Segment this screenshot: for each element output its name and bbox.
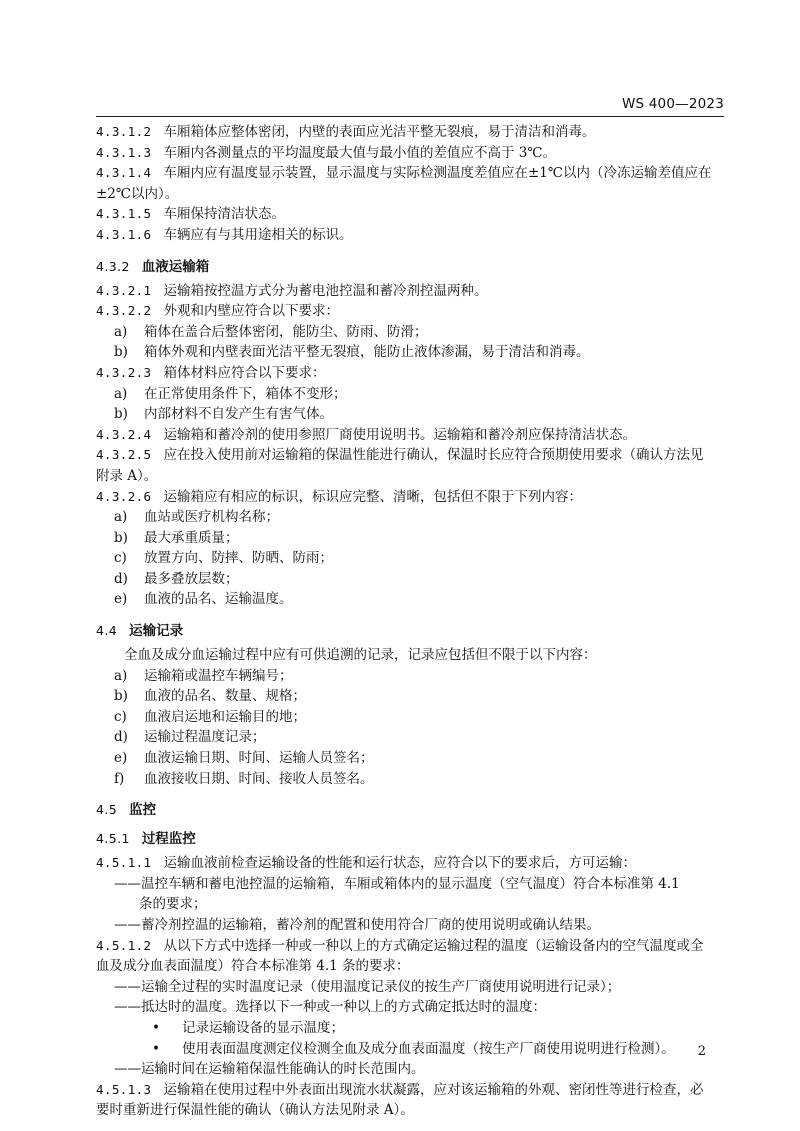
section-heading [96, 827, 724, 847]
list-text: 血液启运地和运输目的地； [144, 708, 306, 725]
list-letter: a) [114, 667, 128, 684]
clause-text: 运输箱在使用过程中外表面出现流水状凝露，应对该运输箱的外观、密闭性等进行检查，必 [163, 1081, 704, 1098]
clause-item [96, 363, 724, 384]
list-letter: f) [114, 770, 125, 787]
clause-item [96, 225, 724, 246]
clause-item [96, 281, 724, 302]
list-letter: d) [114, 729, 128, 746]
clause-text: 车辆应有与其用途相关的标识。 [163, 226, 353, 243]
list-letter: a) [114, 385, 128, 402]
clause-number: 4.3.2.4 [96, 426, 152, 442]
list-letter: e) [114, 750, 128, 767]
clause-text: 车厢内应有温度显示装置，显示温度与实际检测温度差值应在±1℃以内（冷冻运输差值应在 [163, 165, 712, 182]
clause-number: 4.5.1.1 [96, 855, 152, 871]
clause-continuation: 附录 A）。 [96, 467, 158, 484]
clause-item [96, 445, 724, 466]
bullet-text: 记录运输设备的显示温度； [182, 1019, 344, 1036]
clause-number: 4.3.2.2 [96, 303, 152, 319]
clause-number: 4.5.1.3 [96, 1081, 152, 1097]
clause-text: 从以下方式中选择一种或一种以上的方式确定运输过程的温度（运输设备内的空气温度或全 [163, 937, 704, 954]
list-item [96, 686, 724, 707]
clause-number: 4.3.2.6 [96, 488, 152, 504]
clause-text: 外观和内壁应符合以下要求： [163, 303, 339, 320]
clause-item [96, 143, 724, 164]
section-number: 4.5 [96, 802, 118, 818]
clause-text: 箱体材料应符合以下要求： [163, 364, 326, 381]
section-heading [96, 619, 724, 639]
section-number: 4.4 [96, 623, 118, 639]
clause-text: 运输箱应有相应的标识，标识应完整、清晰，包括但不限于下列内容： [163, 488, 582, 505]
list-item [96, 322, 724, 343]
list-item [96, 569, 724, 590]
list-item [96, 507, 724, 528]
list-text: 在正常使用条件下，箱体不变形； [144, 385, 347, 402]
bullet-dot-icon: • [152, 1040, 160, 1057]
list-item [96, 666, 724, 687]
list-text: 血液运输日期、时间、运输人员签名； [144, 750, 374, 767]
section-title: 过程监控 [141, 831, 196, 848]
list-item [96, 589, 724, 610]
clause-number: 4.3.1.6 [96, 226, 152, 242]
list-text: 运输箱或温控车辆编号； [144, 667, 293, 684]
clause-text: 运输箱和蓄冷剂的使用参照厂商使用说明书。运输箱和蓄冷剂应保持清洁状态。 [163, 426, 636, 443]
list-item [96, 342, 724, 363]
list-item [96, 727, 724, 748]
list-text: 箱体外观和内壁表面光洁平整无裂痕，能防止液体渗漏，易于清洁和消毒。 [144, 344, 590, 361]
list-letter: c) [114, 550, 127, 567]
clause-number: 4.3.1.5 [96, 206, 152, 222]
bullet-item [96, 1039, 724, 1060]
list-item [96, 548, 724, 569]
clause-item [96, 122, 724, 143]
clause-item [96, 487, 724, 508]
list-item [96, 748, 724, 769]
clause-item [96, 936, 724, 957]
clause-item [96, 425, 724, 446]
page-number: 2 [697, 1044, 706, 1059]
clause-number: 4.3.1.3 [96, 144, 152, 160]
clause-continuation: ±2℃以内）。 [96, 185, 179, 202]
list-letter: a) [114, 323, 128, 340]
section-number: 4.5.1 [96, 831, 130, 847]
list-item [96, 769, 724, 790]
list-letter: c) [114, 708, 127, 725]
clause-number: 4.3.2.3 [96, 364, 152, 380]
paragraph: 全血及成分血运输过程中应有可供追溯的记录，记录应包括但不限于以下内容： [124, 647, 597, 664]
document-code: WS 400—2023 [621, 96, 724, 112]
section-heading [96, 798, 724, 818]
list-text: 血液的品名、运输温度。 [144, 591, 293, 608]
clause-number: 4.5.1.2 [96, 937, 152, 953]
dash-item: ——运输时间在运输箱保温性能确认的时长范围内。 [114, 1061, 425, 1078]
list-text: 最多叠放层数； [144, 570, 239, 587]
list-letter: b) [114, 406, 128, 423]
clause-continuation: 血及成分血表面温度）符合本标准第 4.1 条的要求： [96, 958, 410, 975]
bullet-item [96, 1018, 724, 1039]
section-title: 运输记录 [129, 623, 184, 640]
clause-number: 4.3.2.5 [96, 447, 152, 463]
dash-item-continuation: 条的要求； [139, 896, 207, 913]
list-letter: b) [114, 344, 128, 361]
list-item [96, 528, 724, 549]
clause-number: 4.3.1.4 [96, 165, 152, 181]
list-item [96, 384, 724, 405]
dash-item: ——抵达时的温度。选择以下一种或一种以上的方式确定抵达时的温度： [114, 999, 546, 1016]
clause-item [96, 301, 724, 322]
list-text: 运输过程温度记录； [144, 729, 266, 746]
section-title: 血液运输箱 [141, 258, 210, 275]
bullet-text: 使用表面温度测定仪检测全血及成分血表面温度（按生产厂商使用说明进行检测）。 [182, 1040, 675, 1057]
list-text: 血站或医疗机构名称； [144, 509, 279, 526]
clause-text: 运输箱按控温方式分为蓄电池控温和蓄冷剂控温两种。 [163, 282, 488, 299]
header-rule [96, 116, 724, 117]
list-text: 血液的品名、数量、规格； [144, 688, 306, 705]
list-text: 箱体在盖合后整体密闭，能防尘、防雨、防滑； [144, 323, 428, 340]
dash-item: ——温控车辆和蓄电池控温的运输箱，车厢或箱体内的显示温度（空气温度）符合本标准第 4.1 [114, 875, 680, 892]
clause-item [96, 853, 724, 874]
clause-item [96, 163, 724, 184]
dash-item: ——运输全过程的实时温度记录（使用温度记录仪的按生产厂商使用说明进行记录）； [114, 978, 621, 995]
list-text: 放置方向、防摔、防晒、防雨； [144, 550, 333, 567]
clause-item [96, 1080, 724, 1101]
list-text: 最大承重质量； [144, 529, 239, 546]
clause-text: 应在投入使用前对运输箱的保温性能进行确认，保温时长应符合预期使用要求（确认方法见 [163, 447, 704, 464]
clause-text: 车厢内各测量点的平均温度最大值与最小值的差值应不高于 3℃。 [163, 144, 556, 161]
clause-number: 4.3.1.2 [96, 124, 152, 139]
clause-continuation: 要时重新进行保温性能的确认（确认方法见附录 A）。 [96, 1102, 414, 1119]
list-letter: b) [114, 688, 128, 705]
clause-text: 运输血液前检查运输设备的性能和运行状态，应符合以下的要求后，方可运输： [163, 855, 636, 872]
section-heading [96, 255, 724, 275]
dash-item: ——蓄冷剂控温的运输箱，蓄冷剂的配置和使用符合厂商的使用说明或确认结果。 [114, 917, 600, 933]
list-text: 血液接收日期、时间、接收人员签名。 [144, 770, 374, 787]
list-text: 内部材料不自发产生有害气体。 [144, 406, 333, 423]
clause-text: 车厢箱体应整体密闭，内壁的表面应光洁平整无裂痕，易于清洁和消毒。 [163, 124, 596, 140]
list-item [96, 707, 724, 728]
clause-item [96, 204, 724, 225]
section-number: 4.3.2 [96, 258, 130, 274]
list-item [96, 404, 724, 425]
list-letter: b) [114, 529, 128, 546]
clause-text: 车厢保持清洁状态。 [163, 206, 285, 223]
list-letter: a) [114, 509, 128, 526]
section-title: 监控 [129, 802, 157, 819]
list-letter: d) [114, 570, 128, 587]
clause-number: 4.3.2.1 [96, 282, 152, 298]
document-body [96, 122, 724, 1121]
list-letter: e) [114, 591, 128, 608]
bullet-dot-icon: • [152, 1019, 160, 1036]
